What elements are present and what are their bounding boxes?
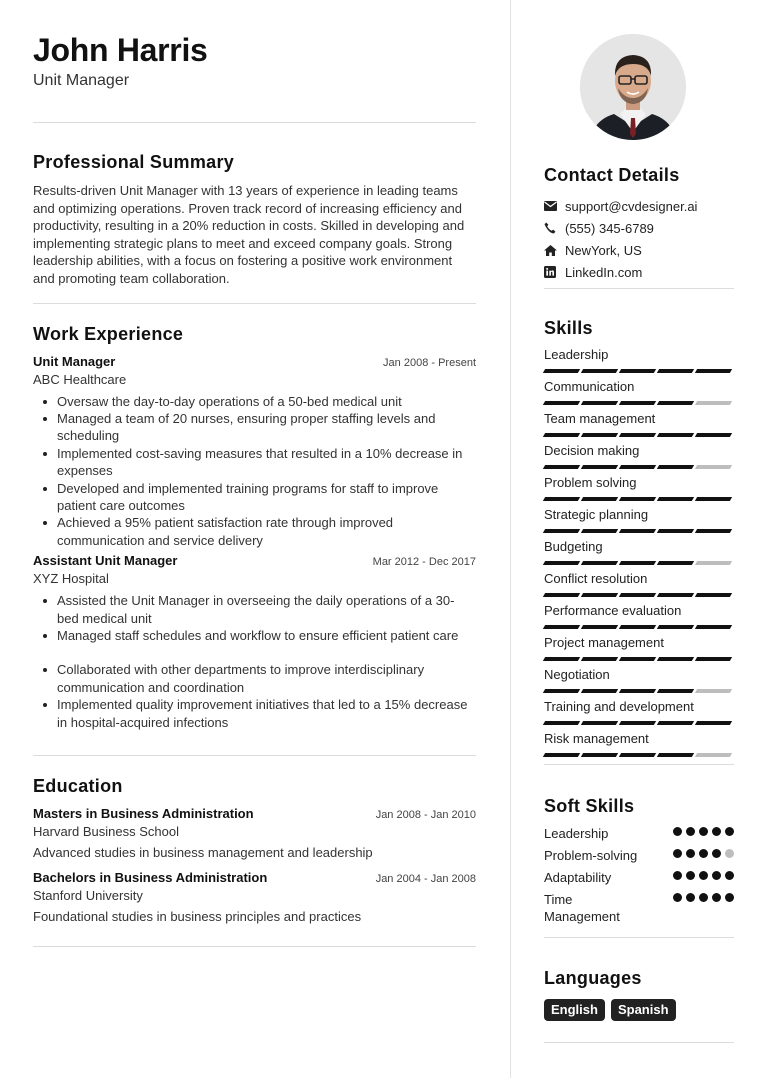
skill-bar-segment	[543, 401, 580, 405]
skill-bar-segment	[695, 529, 732, 533]
divider	[544, 1042, 734, 1043]
soft-skills-section	[544, 794, 734, 938]
rating-dot	[699, 871, 708, 880]
column-divider	[510, 0, 511, 1078]
rating-dot	[725, 827, 734, 836]
divider	[33, 946, 476, 947]
skill-level-bar	[544, 657, 734, 661]
skill-bar-segment	[543, 497, 580, 501]
skill-bar-segment	[619, 561, 656, 565]
skill-bar-segment	[695, 721, 732, 725]
skill-bar-segment	[581, 401, 618, 405]
skill-name: Decision making	[544, 443, 640, 458]
skills-section	[544, 316, 734, 765]
rating-dot	[686, 893, 695, 902]
skill-bar-segment	[657, 689, 694, 693]
skill-level-bar	[544, 721, 734, 725]
skill-level-bar	[544, 561, 734, 565]
skill-bar-segment	[695, 689, 732, 693]
home-icon	[544, 245, 565, 256]
skill-bar-segment	[581, 529, 618, 533]
experience-heading: Work Experience	[33, 323, 184, 344]
education-school: Stanford University	[33, 888, 143, 904]
skill-bar-segment	[581, 497, 618, 501]
skill-bar-segment	[581, 465, 618, 469]
contact-phone[interactable]	[544, 217, 734, 239]
skill-bar-segment	[619, 625, 656, 629]
soft-skill-rating	[673, 827, 734, 836]
skill-bar-segment	[581, 593, 618, 597]
skill-item	[544, 346, 734, 378]
list-item: Developed and implemented training programs for staff to improve patient care outcomes	[33, 480, 476, 515]
rating-dot	[673, 893, 682, 902]
skill-bar-segment	[657, 433, 694, 437]
skill-level-bar	[544, 529, 734, 533]
skill-bar-segment	[543, 369, 580, 373]
rating-dot	[712, 893, 721, 902]
rating-dot	[699, 849, 708, 858]
contact-location	[544, 239, 734, 261]
skill-bar-segment	[619, 401, 656, 405]
skill-bar-segment	[543, 721, 580, 725]
skill-bar-segment	[581, 657, 618, 661]
education-degree: Bachelors in Business Administration	[33, 870, 268, 886]
skill-level-bar	[544, 689, 734, 693]
skill-bar-segment	[657, 657, 694, 661]
rating-dot	[673, 849, 682, 858]
skill-bar-segment	[619, 369, 656, 373]
soft-skill-rating	[673, 871, 734, 880]
contact-heading: Contact Details	[544, 165, 680, 185]
skill-bar-segment	[657, 593, 694, 597]
skill-bar-segment	[695, 561, 732, 565]
job-dates: Mar 2012 - Dec 2017	[372, 556, 476, 569]
skill-bar-segment	[619, 721, 656, 725]
skill-item	[544, 410, 734, 442]
skill-level-bar	[544, 433, 734, 437]
skill-name: Team management	[544, 411, 656, 426]
rating-dot	[699, 827, 708, 836]
soft-skill-item	[544, 847, 734, 864]
job-bullets	[33, 592, 476, 731]
job-entry	[33, 354, 476, 550]
job-entry	[33, 553, 476, 731]
skill-bar-segment	[695, 401, 732, 405]
education-description: Foundational studies in business principles and practices	[33, 909, 362, 925]
skill-bar-segment	[695, 753, 732, 757]
language-tags	[544, 999, 734, 1021]
rating-dot	[712, 871, 721, 880]
contact-linkedin[interactable]	[544, 261, 734, 283]
list-item: Managed staff schedules and workflow to ensure efficient patient care	[33, 627, 476, 644]
education-section	[33, 774, 476, 924]
rating-dot	[673, 827, 682, 836]
skill-item	[544, 442, 734, 474]
education-entry	[33, 806, 476, 860]
list-item: Collaborated with other departments to improve interdisciplinary communication and coordination	[33, 661, 476, 696]
rating-dot	[686, 871, 695, 880]
education-description: Advanced studies in business management and leadership	[33, 845, 373, 861]
skill-level-bar	[544, 401, 734, 405]
education-dates: Jan 2008 - Jan 2010	[375, 809, 476, 822]
skill-bar-segment	[695, 593, 732, 597]
skill-bar-segment	[695, 497, 732, 501]
skill-name: Negotiation	[544, 667, 610, 682]
skill-level-bar	[544, 625, 734, 629]
language-tag: Spanish	[611, 999, 676, 1021]
education-degree: Masters in Business Administration	[33, 806, 254, 822]
contact-section	[544, 163, 734, 289]
soft-skill-item	[544, 825, 734, 842]
skill-name: Problem solving	[544, 475, 637, 490]
rating-dot	[712, 827, 721, 836]
avatar	[580, 34, 686, 140]
job-company: XYZ Hospital	[33, 571, 109, 587]
skill-level-bar	[544, 465, 734, 469]
list-item: Managed a team of 20 nurses, ensuring proper staffing levels and scheduling	[33, 410, 476, 445]
skill-item	[544, 474, 734, 506]
rating-dot	[699, 893, 708, 902]
linkedin-icon	[544, 266, 565, 278]
summary-text: Results-driven Unit Manager with 13 years of experience in leading teams and optimizing operations. Proven track record of increasing efficiency and productivity, resulting in a 20% reduction in costs. Skilled in developing and implementing strategic plans to meet and exceed company goals. Strong leadership abilities, with a focus on fostering a positive work environment and promoting team collaboration.	[33, 183, 465, 286]
skill-name: Conflict resolution	[544, 571, 648, 586]
summary-section	[33, 150, 476, 288]
skill-bar-segment	[581, 561, 618, 565]
skill-bar-segment	[543, 593, 580, 597]
contact-text: LinkedIn.com	[565, 264, 643, 280]
list-item: Implemented quality improvement initiatives that led to a 15% decrease in hospital-acquired infections	[33, 696, 476, 731]
skill-bar-segment	[619, 529, 656, 533]
skill-item	[544, 730, 734, 762]
skill-bar-segment	[581, 721, 618, 725]
skills-list	[544, 346, 734, 762]
rating-dot	[686, 827, 695, 836]
divider	[33, 303, 476, 304]
soft-skill-item	[544, 891, 734, 925]
soft-skill-name: Time Management	[544, 892, 620, 924]
skill-bar-segment	[543, 657, 580, 661]
skill-bar-segment	[695, 369, 732, 373]
skill-bar-segment	[619, 593, 656, 597]
divider	[544, 764, 734, 765]
education-school: Harvard Business School	[33, 824, 179, 840]
list-item: Achieved a 95% patient satisfaction rate through improved communication and service delivery	[33, 514, 476, 549]
job-company: ABC Healthcare	[33, 371, 127, 387]
soft-skill-name: Leadership	[544, 826, 609, 841]
skill-bar-segment	[695, 433, 732, 437]
skill-bar-segment	[543, 753, 580, 757]
skill-bar-segment	[657, 369, 694, 373]
education-entry	[33, 870, 476, 924]
skill-name: Budgeting	[544, 539, 603, 554]
skill-bar-segment	[657, 721, 694, 725]
soft-skill-rating	[673, 849, 734, 858]
languages-section	[544, 966, 734, 1043]
skill-name: Communication	[544, 379, 635, 394]
skill-name: Performance evaluation	[544, 603, 682, 618]
soft-skill-name: Problem-solving	[544, 848, 638, 863]
skill-bar-segment	[657, 465, 694, 469]
skill-item	[544, 666, 734, 698]
phone-icon	[544, 222, 565, 234]
soft-skills-heading: Soft Skills	[544, 796, 635, 816]
rating-dot	[712, 849, 721, 858]
skill-name: Leadership	[544, 347, 609, 362]
soft-skills-list	[544, 825, 734, 925]
main-column	[33, 30, 476, 947]
skill-item	[544, 506, 734, 538]
skill-name: Training and development	[544, 699, 694, 714]
skill-bar-segment	[695, 657, 732, 661]
skill-bar-segment	[581, 369, 618, 373]
divider	[544, 288, 734, 289]
skill-bar-segment	[657, 401, 694, 405]
skill-bar-segment	[657, 497, 694, 501]
list-item: Assisted the Unit Manager in overseeing the daily operations of a 30-bed medical unit	[33, 592, 476, 627]
job-dates: Jan 2008 - Present	[383, 356, 476, 369]
skill-item	[544, 634, 734, 666]
summary-heading: Professional Summary	[33, 152, 235, 172]
skill-bar-segment	[619, 497, 656, 501]
skill-bar-segment	[619, 753, 656, 757]
job-role: Assistant Unit Manager	[33, 553, 178, 569]
education-dates: Jan 2004 - Jan 2008	[375, 873, 476, 886]
divider	[33, 122, 476, 123]
rating-dot	[725, 871, 734, 880]
experience-section	[33, 322, 476, 732]
skill-item	[544, 378, 734, 410]
soft-skill-item	[544, 869, 734, 886]
rating-dot	[686, 849, 695, 858]
skill-bar-segment	[581, 625, 618, 629]
contact-text: NewYork, US	[565, 242, 642, 258]
skill-level-bar	[544, 753, 734, 757]
list-item: Oversaw the day-to-day operations of a 50-bed medical unit	[33, 393, 476, 410]
candidate-title: Unit Manager	[33, 72, 130, 89]
soft-skill-rating	[673, 893, 734, 902]
skill-name: Risk management	[544, 731, 649, 746]
envelope-icon	[544, 201, 565, 211]
job-bullets	[33, 393, 476, 550]
skill-bar-segment	[543, 465, 580, 469]
skill-bar-segment	[695, 465, 732, 469]
skill-bar-segment	[543, 561, 580, 565]
candidate-name: John Harris	[33, 32, 208, 68]
soft-skill-name: Adaptability	[544, 870, 612, 885]
rating-dot	[725, 849, 734, 858]
languages-heading: Languages	[544, 968, 642, 988]
skill-item	[544, 538, 734, 570]
skill-level-bar	[544, 497, 734, 501]
skills-heading: Skills	[544, 318, 593, 338]
skill-bar-segment	[543, 529, 580, 533]
list-item: Implemented cost-saving measures that resulted in a 10% decrease in expenses	[33, 445, 476, 480]
skill-bar-segment	[619, 689, 656, 693]
skill-bar-segment	[581, 689, 618, 693]
education-heading: Education	[33, 776, 123, 797]
skill-bar-segment	[657, 625, 694, 629]
skill-bar-segment	[619, 657, 656, 661]
skill-item	[544, 602, 734, 634]
skill-bar-segment	[657, 561, 694, 565]
skill-bar-segment	[619, 433, 656, 437]
skill-bar-segment	[543, 625, 580, 629]
skill-item	[544, 698, 734, 730]
rating-dot	[673, 871, 682, 880]
skill-bar-segment	[695, 625, 732, 629]
skill-bar-segment	[581, 753, 618, 757]
skill-level-bar	[544, 593, 734, 597]
language-tag: English	[544, 999, 605, 1021]
skill-level-bar	[544, 369, 734, 373]
contact-email[interactable]	[544, 195, 734, 217]
contact-text: (555) 345-6789	[565, 220, 654, 236]
skill-bar-segment	[657, 529, 694, 533]
divider	[33, 755, 476, 756]
skill-bar-segment	[581, 433, 618, 437]
contact-text: support@cvdesigner.ai	[565, 198, 698, 214]
job-role: Unit Manager	[33, 353, 116, 369]
skill-bar-segment	[657, 753, 694, 757]
rating-dot	[725, 893, 734, 902]
skill-bar-segment	[619, 465, 656, 469]
divider	[544, 937, 734, 938]
skill-item	[544, 570, 734, 602]
skill-bar-segment	[543, 689, 580, 693]
skill-name: Project management	[544, 635, 664, 650]
skill-bar-segment	[543, 433, 580, 437]
skill-name: Strategic planning	[544, 507, 649, 522]
